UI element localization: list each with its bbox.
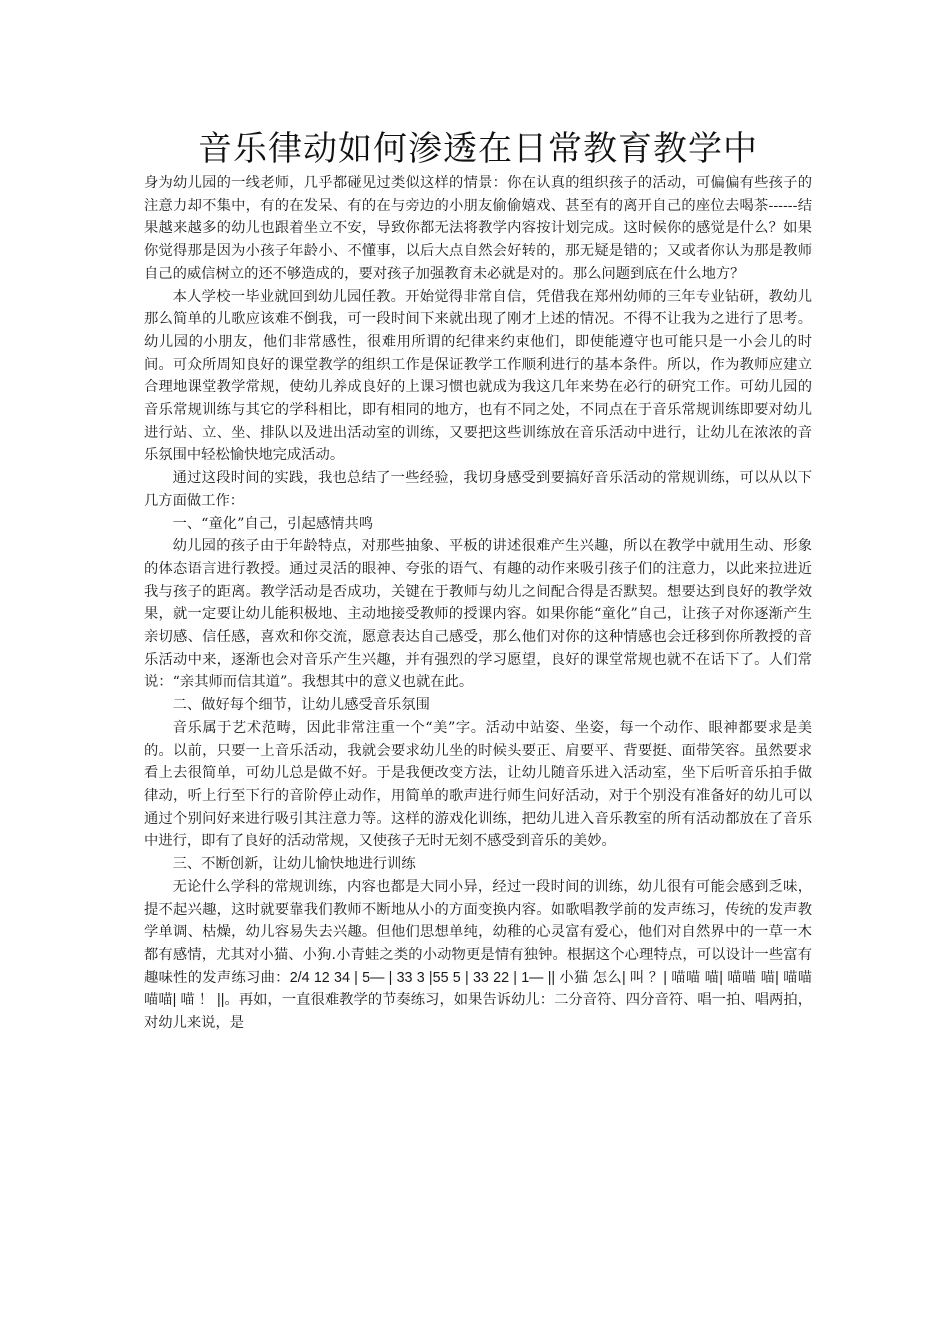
paragraph-section-1: 幼儿园的孩子由于年龄特点，对那些抽象、平板的讲述很难产生兴趣，所以在教学中就用生动、形象的体态语言进行教授。通过灵活的眼神、夸张的语气、有趣的动作来吸引孩子们的注意力，以此来拉进近我与孩子的距离。教学活动是否成功，关键在于教师与幼儿之间配合得是否默契。想要达到良好的教学效果，就一定要让幼儿能积极地、主动地接受教师的授课内容。如果你能“童化”自己，让孩子对你逐渐产生亲切感、信任感，喜欢和你交流，愿意表达自己感受，那么他们对你的这种情感也会迁移到你所教授的音乐活动中来，逐渐也会对音乐产生兴趣，并有强烈的学习愿望，良好的课堂常规也就不在话下了。人们常说：“亲其师而信其道”。我想其中的意义也就在此。 [144,538,812,691]
paragraph-intro: 身为幼儿园的一线老师，几乎都碰见过类似这样的情景：你在认真的组织孩子的活动，可偏偏有些孩子的注意力却不集中，有的在发呆、有的在与旁边的小朋友偷偷嬉戏、甚至有的离开自己的座位去喝茶------结果越来越多的幼儿也跟着坐立不安，导致你都无法将教学内容按计划完成。这时候你的感觉是什么？如果你觉得那是因为小孩子年龄小、不懂事，以后大点自然会好转的，那无疑是错的；又或者你认为那是教师自己的威信树立的还不够造成的，要对孩子加强教育未必就是对的。那么问题到底在什么地方？ [144,175,812,282]
paragraph-summary: 通过这段时间的实践，我也总结了一些经验，我切身感受到要搞好音乐活动的常规训练，可以从以下几方面做工作： [144,470,812,509]
document-body [144,126,812,1035]
vocal-exercise-notation: 2/4 12 34 | 5— | 33 3 |55 5 | 33 22 | 1— || 小猫 怎么| 叫 ？| 喵喵 喵| 喵喵 喵| 喵喵 喵喵| 喵 ！ || [144,969,812,1009]
paragraph-section-2: 音乐属于艺术范畴，因此非常注重一个“美”字。活动中站姿、坐姿，每一个动作、眼神都要求是美的。以前，只要一上音乐活动，我就会要求幼儿坐的时候头要正、肩要平、背要挺、面带笑容。虽然要求看上去很简单，可幼儿总是做不好。于是我便改变方法，让幼儿随音乐进入活动室，坐下后听音乐拍手做律动，听上行至下行的音阶停止动作，用简单的歌声进行师生问好活动，对于个别没有准备好的幼儿可以通过个别问好来进行吸引其注意力等。这样的游戏化训练，把幼儿进入音乐教室的所有活动都放在了音乐中进行，即有了良好的活动常规，又使孩子无时无刻不感受到音乐的美妙。 [144,719,812,850]
document-title: 音乐律动如何渗透在日常教育教学中 [198,129,758,169]
paragraph-section-3-continuation: 。再如，一直很难教学的节奏练习，如果告诉幼儿：二分音符、四分音符、唱一拍、唱两拍，对幼儿来说，是 [144,992,812,1032]
section-heading-2: 二、做好每个细节，让幼儿感受音乐氛围 [172,697,430,714]
paragraph-section-3 [144,876,812,1035]
section-heading-1: 一、“童化”自己，引起感情共鸣 [172,515,374,532]
section-heading-3: 三、不断创新，让幼儿愉快地进行训练 [172,856,416,873]
paragraph-section-3-text: 无论什么学科的常规训练，内容也都是大同小异，经过一段时间的训练，幼儿很有可能会感到乏味，提不起兴趣，这时就要靠我们教师不断地从小的方面变换内容。如歌唱教学前的发声练习，传统的发声教学单调、枯燥，幼儿容易失去兴趣。但他们思想单纯，幼稚的心灵富有爱心，他们对自然界中的一草一木都有感情，尤其对小猫、小狗.小青蛙之类的小动物更是情有独钟。根据这个心理特点，可以设计一些富有趣味性的发声练习曲： [144,878,812,986]
paragraph-background: 本人学校一毕业就回到幼儿园任教。开始觉得非常自信，凭借我在郑州幼师的三年专业钻研，教幼儿那么简单的儿歌应该难不倒我，可一段时间下来就出现了刚才上述的情况。不得不让我为之进行了思考。幼儿园的小朋友，他们非常感性，很难用所谓的纪律来约束他们，即使能遵守也可能只是一小会儿的时间。可众所周知良好的课堂教学的组织工作是保证教学工作顺利进行的基本条件。所以，作为教师应建立合理地课堂教学常规，使幼儿养成良好的上课习惯也就成为我这几年来势在必行的研究工作。可幼儿园的音乐常规训练与其它的学科相比，即有相同的地方，也有不同之处，不同点在于音乐常规训练即要对幼儿进行站、立、坐、排队以及进出活动室的训练，又要把这些训练放在音乐活动中进行，让幼儿在浓浓的音乐氛围中轻松愉快地完成活动。 [144,288,812,464]
